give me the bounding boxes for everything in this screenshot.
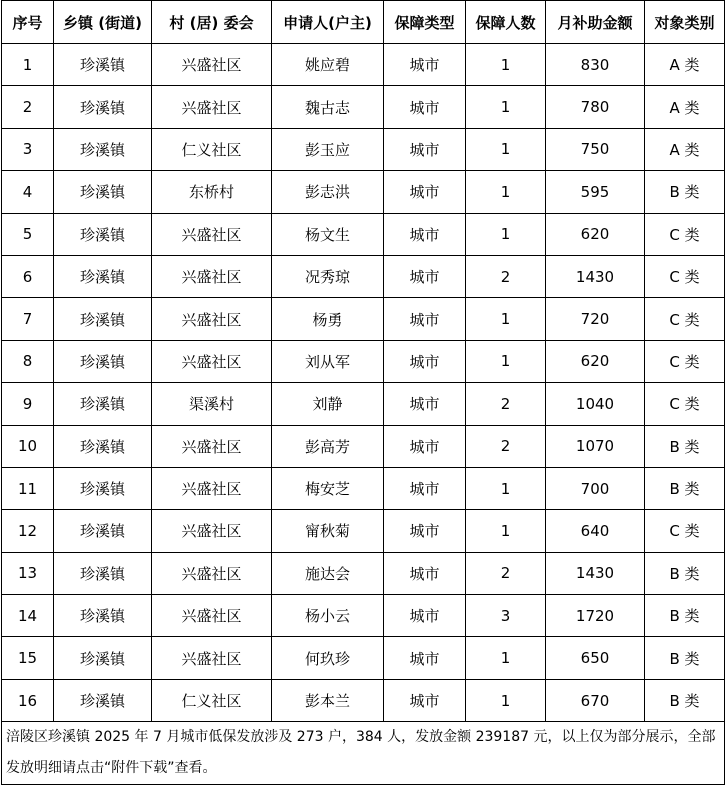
header-category: 对象类别 xyxy=(645,1,725,44)
cell-category: B 类 xyxy=(645,425,725,467)
cell-monthly-amount: 620 xyxy=(546,213,645,255)
table-row xyxy=(2,637,725,679)
cell-serial: 16 xyxy=(2,679,54,721)
cell-monthly-amount: 830 xyxy=(546,44,645,86)
cell-security-type: 城市 xyxy=(384,552,466,594)
table-row xyxy=(2,171,725,213)
cell-town: 珍溪镇 xyxy=(54,383,152,425)
cell-category: C 类 xyxy=(645,298,725,340)
cell-people-count: 1 xyxy=(466,679,546,721)
table-footer-row xyxy=(2,722,725,785)
cell-serial: 1 xyxy=(2,44,54,86)
cell-village: 仁义社区 xyxy=(152,679,272,721)
cell-security-type: 城市 xyxy=(384,383,466,425)
cell-serial: 8 xyxy=(2,340,54,382)
cell-serial: 10 xyxy=(2,425,54,467)
cell-village: 兴盛社区 xyxy=(152,637,272,679)
table-body xyxy=(2,44,725,722)
cell-village: 渠溪村 xyxy=(152,383,272,425)
header-village: 村 (居) 委会 xyxy=(152,1,272,44)
header-security-type: 保障类型 xyxy=(384,1,466,44)
cell-monthly-amount: 640 xyxy=(546,510,645,552)
cell-village: 兴盛社区 xyxy=(152,552,272,594)
header-applicant: 申请人(户主) xyxy=(272,1,384,44)
cell-serial: 9 xyxy=(2,383,54,425)
cell-category: A 类 xyxy=(645,86,725,128)
cell-town: 珍溪镇 xyxy=(54,679,152,721)
cell-applicant: 彭高芳 xyxy=(272,425,384,467)
cell-town: 珍溪镇 xyxy=(54,128,152,170)
cell-town: 珍溪镇 xyxy=(54,510,152,552)
table-row xyxy=(2,595,725,637)
header-monthly-amount: 月补助金额 xyxy=(546,1,645,44)
cell-category: B 类 xyxy=(645,552,725,594)
cell-security-type: 城市 xyxy=(384,510,466,552)
cell-monthly-amount: 1040 xyxy=(546,383,645,425)
cell-security-type: 城市 xyxy=(384,425,466,467)
cell-people-count: 1 xyxy=(466,86,546,128)
table-row xyxy=(2,425,725,467)
cell-people-count: 2 xyxy=(466,552,546,594)
cell-category: B 类 xyxy=(645,637,725,679)
cell-security-type: 城市 xyxy=(384,467,466,509)
cell-category: A 类 xyxy=(645,128,725,170)
cell-people-count: 1 xyxy=(466,467,546,509)
cell-serial: 13 xyxy=(2,552,54,594)
cell-town: 珍溪镇 xyxy=(54,44,152,86)
cell-category: C 类 xyxy=(645,213,725,255)
cell-category: C 类 xyxy=(645,383,725,425)
cell-applicant: 刘静 xyxy=(272,383,384,425)
cell-category: B 类 xyxy=(645,467,725,509)
cell-people-count: 1 xyxy=(466,128,546,170)
cell-applicant: 况秀琼 xyxy=(272,255,384,297)
cell-village: 兴盛社区 xyxy=(152,44,272,86)
cell-serial: 3 xyxy=(2,128,54,170)
cell-monthly-amount: 750 xyxy=(546,128,645,170)
cell-security-type: 城市 xyxy=(384,679,466,721)
cell-applicant: 杨勇 xyxy=(272,298,384,340)
cell-applicant: 甯秋菊 xyxy=(272,510,384,552)
cell-monthly-amount: 780 xyxy=(546,86,645,128)
cell-people-count: 1 xyxy=(466,510,546,552)
cell-village: 兴盛社区 xyxy=(152,595,272,637)
table-row xyxy=(2,552,725,594)
cell-category: C 类 xyxy=(645,255,725,297)
cell-monthly-amount: 650 xyxy=(546,637,645,679)
cell-applicant: 彭本兰 xyxy=(272,679,384,721)
subsidy-table xyxy=(1,0,725,785)
cell-security-type: 城市 xyxy=(384,298,466,340)
cell-security-type: 城市 xyxy=(384,255,466,297)
cell-serial: 6 xyxy=(2,255,54,297)
cell-town: 珍溪镇 xyxy=(54,340,152,382)
table-row xyxy=(2,213,725,255)
cell-village: 兴盛社区 xyxy=(152,467,272,509)
cell-category: A 类 xyxy=(645,44,725,86)
cell-village: 兴盛社区 xyxy=(152,340,272,382)
cell-monthly-amount: 670 xyxy=(546,679,645,721)
cell-people-count: 2 xyxy=(466,255,546,297)
cell-town: 珍溪镇 xyxy=(54,595,152,637)
table-row xyxy=(2,467,725,509)
cell-village: 兴盛社区 xyxy=(152,86,272,128)
cell-serial: 5 xyxy=(2,213,54,255)
summary-note: 涪陵区珍溪镇 2025 年 7 月城市低保发放涉及 273 户，384 人，发放金额 239187 元，以上仅为部分展示，全部发放明细请点击“附件下载”查看。 xyxy=(2,722,725,785)
table-row xyxy=(2,383,725,425)
cell-town: 珍溪镇 xyxy=(54,255,152,297)
cell-monthly-amount: 595 xyxy=(546,171,645,213)
cell-town: 珍溪镇 xyxy=(54,298,152,340)
cell-people-count: 1 xyxy=(466,340,546,382)
cell-category: C 类 xyxy=(645,340,725,382)
cell-applicant: 施达会 xyxy=(272,552,384,594)
table-row xyxy=(2,679,725,721)
cell-serial: 4 xyxy=(2,171,54,213)
cell-village: 兴盛社区 xyxy=(152,298,272,340)
cell-applicant: 杨文生 xyxy=(272,213,384,255)
cell-applicant: 刘从军 xyxy=(272,340,384,382)
cell-village: 东桥村 xyxy=(152,171,272,213)
cell-town: 珍溪镇 xyxy=(54,467,152,509)
cell-security-type: 城市 xyxy=(384,44,466,86)
cell-security-type: 城市 xyxy=(384,637,466,679)
cell-town: 珍溪镇 xyxy=(54,637,152,679)
cell-serial: 7 xyxy=(2,298,54,340)
cell-category: B 类 xyxy=(645,679,725,721)
cell-village: 兴盛社区 xyxy=(152,213,272,255)
cell-people-count: 1 xyxy=(466,298,546,340)
cell-monthly-amount: 1430 xyxy=(546,552,645,594)
cell-serial: 14 xyxy=(2,595,54,637)
cell-security-type: 城市 xyxy=(384,340,466,382)
table-header-row xyxy=(2,1,725,44)
cell-security-type: 城市 xyxy=(384,128,466,170)
cell-security-type: 城市 xyxy=(384,86,466,128)
cell-applicant: 彭玉应 xyxy=(272,128,384,170)
cell-security-type: 城市 xyxy=(384,595,466,637)
cell-people-count: 1 xyxy=(466,637,546,679)
cell-village: 仁义社区 xyxy=(152,128,272,170)
header-people-count: 保障人数 xyxy=(466,1,546,44)
cell-town: 珍溪镇 xyxy=(54,213,152,255)
cell-people-count: 1 xyxy=(466,213,546,255)
cell-town: 珍溪镇 xyxy=(54,425,152,467)
cell-village: 兴盛社区 xyxy=(152,425,272,467)
cell-category: B 类 xyxy=(645,171,725,213)
table-row xyxy=(2,255,725,297)
cell-town: 珍溪镇 xyxy=(54,552,152,594)
cell-applicant: 何玖珍 xyxy=(272,637,384,679)
cell-applicant: 杨小云 xyxy=(272,595,384,637)
cell-applicant: 梅安芝 xyxy=(272,467,384,509)
table-row xyxy=(2,44,725,86)
cell-people-count: 2 xyxy=(466,425,546,467)
cell-people-count: 2 xyxy=(466,383,546,425)
cell-monthly-amount: 700 xyxy=(546,467,645,509)
cell-village: 兴盛社区 xyxy=(152,510,272,552)
cell-serial: 15 xyxy=(2,637,54,679)
cell-monthly-amount: 620 xyxy=(546,340,645,382)
cell-monthly-amount: 1070 xyxy=(546,425,645,467)
cell-security-type: 城市 xyxy=(384,171,466,213)
table-row xyxy=(2,510,725,552)
cell-people-count: 1 xyxy=(466,171,546,213)
cell-monthly-amount: 1720 xyxy=(546,595,645,637)
cell-village: 兴盛社区 xyxy=(152,255,272,297)
cell-category: C 类 xyxy=(645,510,725,552)
cell-applicant: 彭志洪 xyxy=(272,171,384,213)
table-row xyxy=(2,340,725,382)
cell-monthly-amount: 1430 xyxy=(546,255,645,297)
cell-serial: 12 xyxy=(2,510,54,552)
cell-category: B 类 xyxy=(645,595,725,637)
cell-applicant: 姚应碧 xyxy=(272,44,384,86)
header-serial: 序号 xyxy=(2,1,54,44)
cell-people-count: 1 xyxy=(466,44,546,86)
cell-town: 珍溪镇 xyxy=(54,86,152,128)
cell-applicant: 魏古志 xyxy=(272,86,384,128)
cell-monthly-amount: 720 xyxy=(546,298,645,340)
header-town: 乡镇 (街道) xyxy=(54,1,152,44)
cell-people-count: 3 xyxy=(466,595,546,637)
cell-serial: 11 xyxy=(2,467,54,509)
cell-security-type: 城市 xyxy=(384,213,466,255)
table-row xyxy=(2,298,725,340)
table-row xyxy=(2,128,725,170)
cell-serial: 2 xyxy=(2,86,54,128)
table-row xyxy=(2,86,725,128)
cell-town: 珍溪镇 xyxy=(54,171,152,213)
